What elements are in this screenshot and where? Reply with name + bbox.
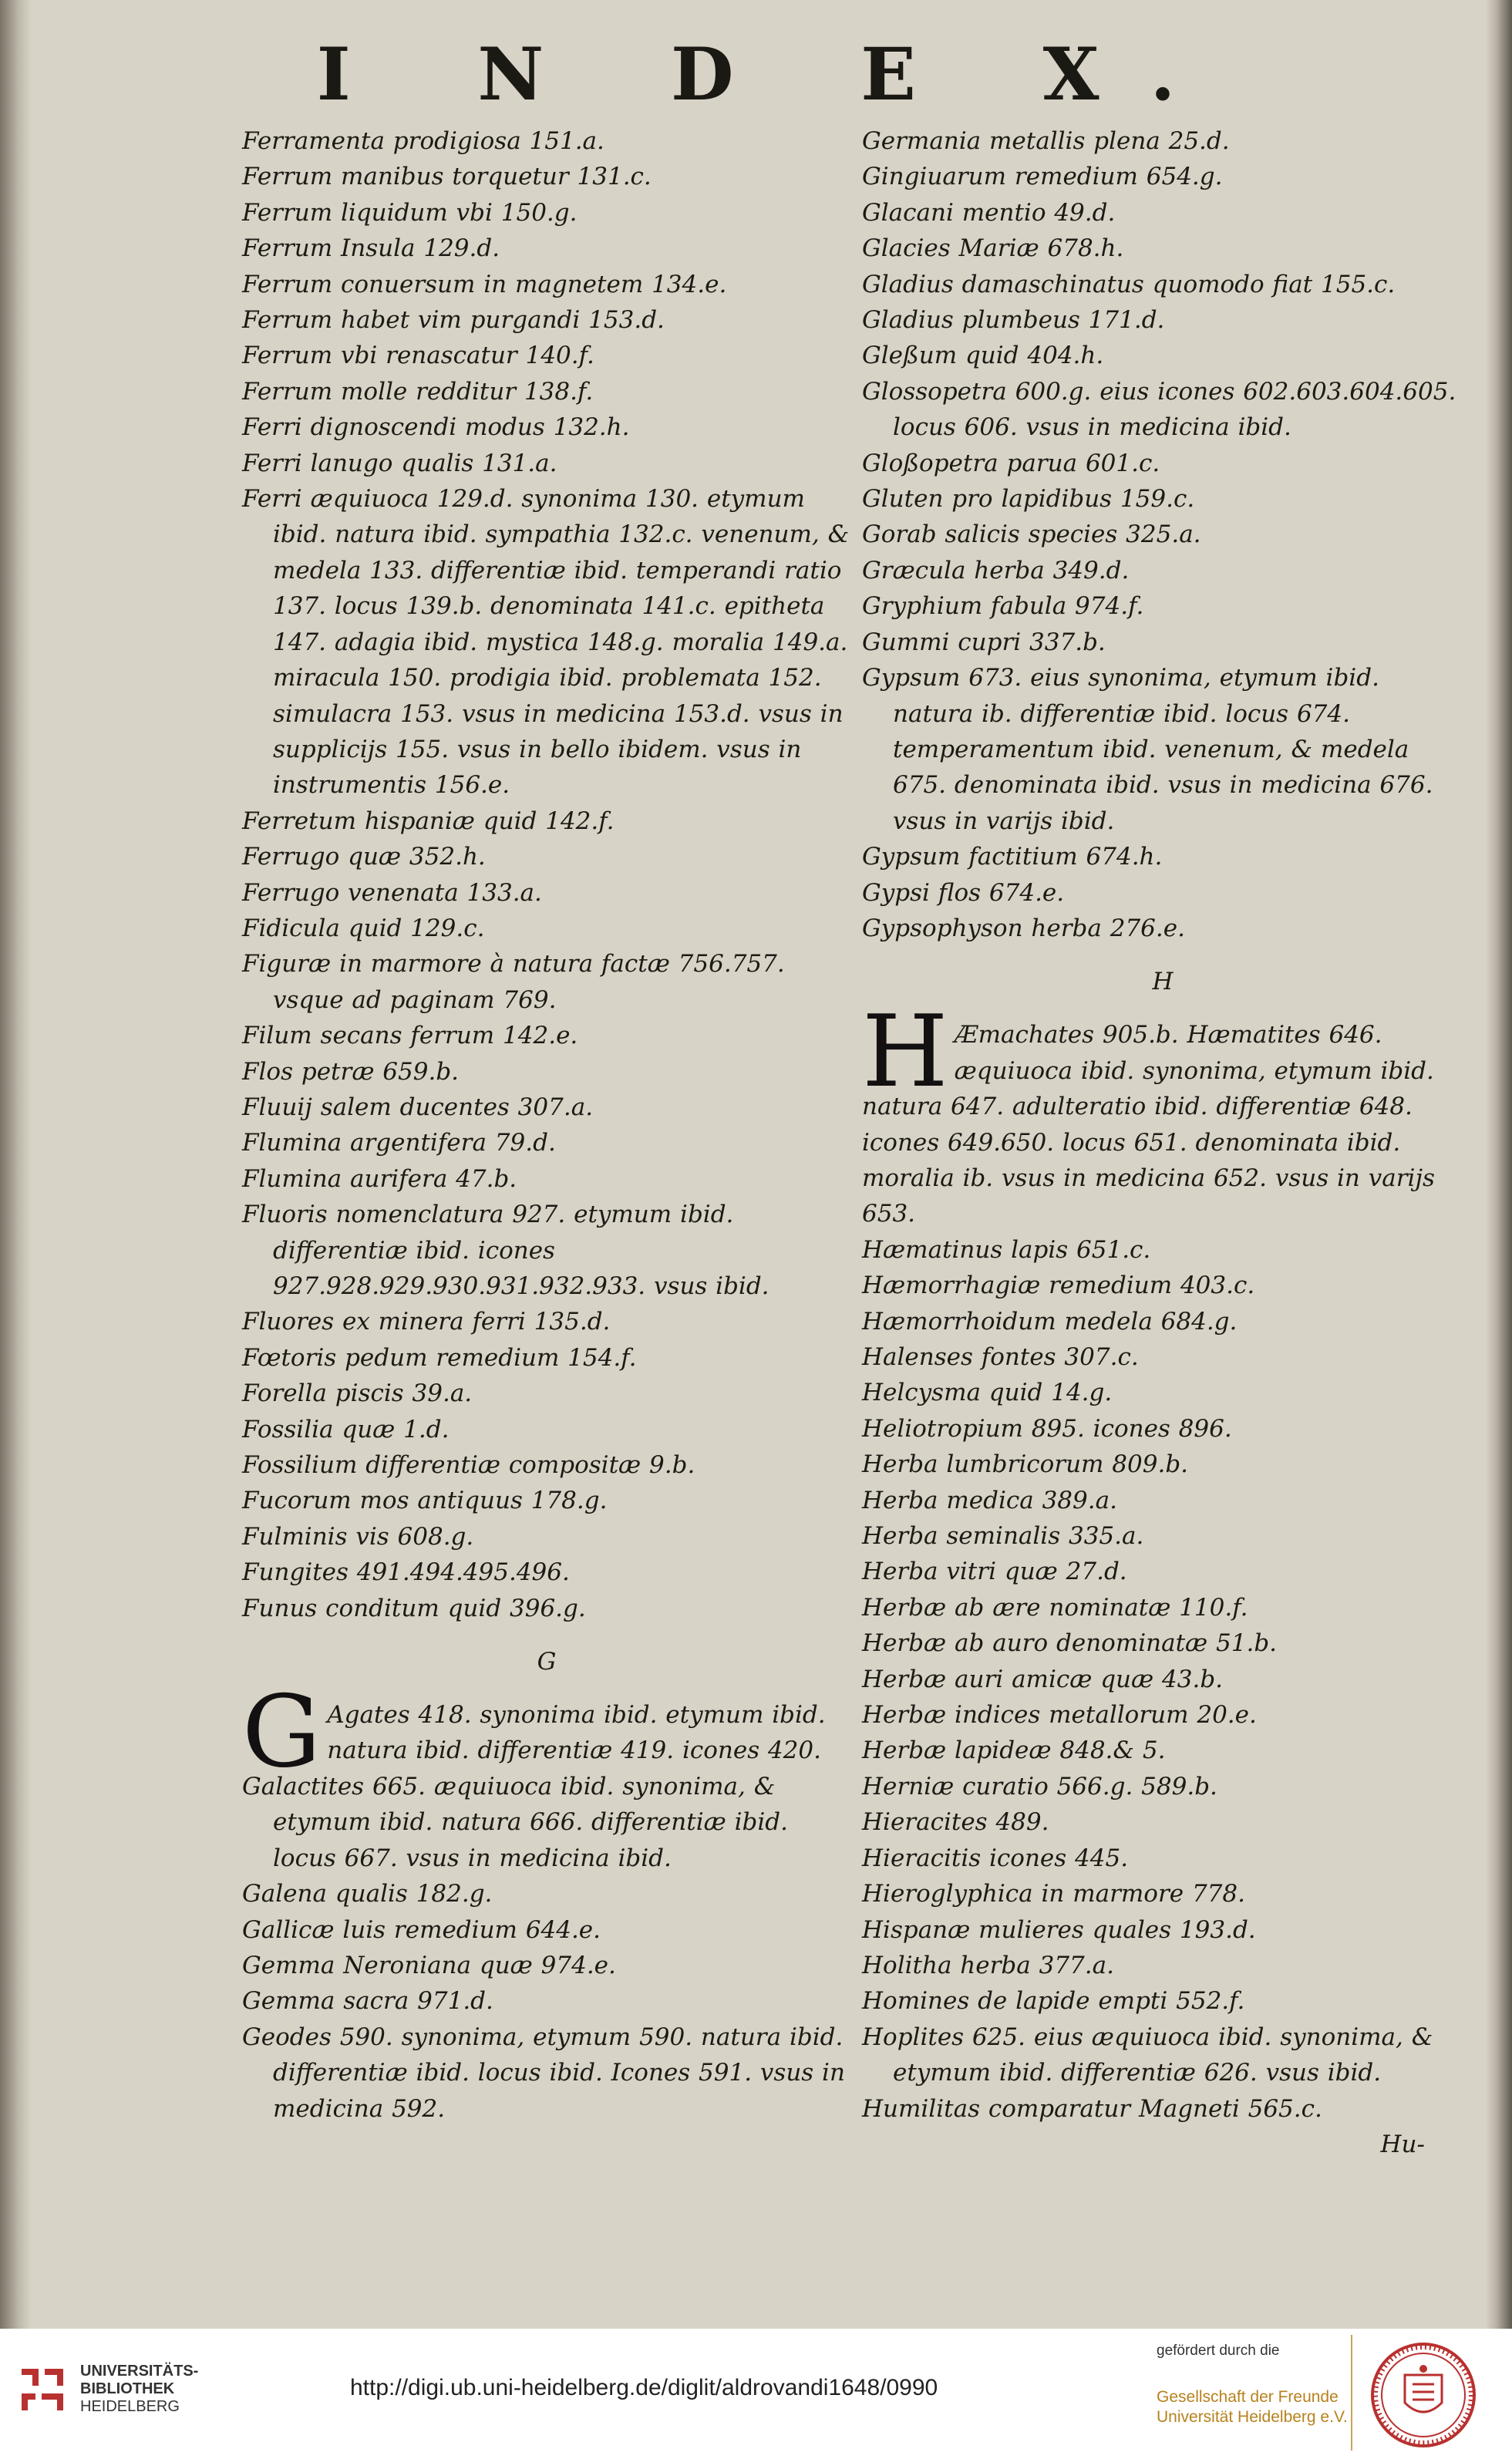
index-entry: Hieracites 489. (862, 1808, 1049, 1837)
university-seal-icon (1369, 2341, 1477, 2449)
index-entry: Herbæ lapideæ 848.& 5. (862, 1736, 1166, 1765)
index-entry: Herba medica 389.a. (862, 1486, 1117, 1514)
index-entry: Ferrum habet vim purgandi 153.d. (242, 306, 665, 335)
index-entry-text: Agates 418. synonima ibid. etymum ibid. natura ibid. differentiæ 419. icones 420. (327, 1701, 826, 1765)
university-line-2: BIBLIOTHEK (80, 2380, 175, 2397)
index-entry: Fossilia quæ 1.d. (242, 1415, 450, 1443)
index-entry: Holitha herba 377.a. (862, 1951, 1114, 1979)
index-entry: Humilitas comparatur Magneti 565.c. (862, 2094, 1322, 2123)
index-entry: Herba seminalis 335.a. (862, 1522, 1144, 1551)
index-entry: Herbæ ab auro denominatæ 51.b. (862, 1629, 1278, 1658)
index-entry: Helcysma quid 14.g. (862, 1379, 1113, 1407)
index-entry: Hoplites 625. eius æquiuoca ibid. synonima, & etymum ibid. differentiæ 626. vsus ibid. (862, 2023, 1433, 2087)
index-entry: Herbæ indices metallorum 20.e. (862, 1701, 1257, 1730)
index-column-right (862, 123, 1463, 2162)
index-entry: Fœtoris pedum remedium 154.f. (242, 1343, 637, 1372)
index-entry: Ferri æquiuoca 129.d. synonima 130. etymum ibid. natura ibid. sympathia 132.c. venenum, & medela 133. differentiæ ibid. temperandi ratio 137. locus 139.b. denominata 141.c. epitheta 147. adagia ibid. mystica 148.g. moralia 149.a. miracula 150. prodigia ibid. problemata 152. simulacra 153. vsus in medicina 153.d. vsus in supplicijs 155. vsus in bello ibidem. vsus in instrumentis 156.e. (242, 485, 850, 800)
index-entry: Glacani mentio 49.d. (862, 198, 1116, 227)
index-entry: Ferramenta prodigiosa 151.a. (242, 127, 604, 155)
index-entry: Gloßopetra parua 601.c. (862, 449, 1160, 477)
index-entry: Gypsum 673. eius synonima, etymum ibid. natura ib. differentiæ ibid. locus 674. temperamentum ibid. venenum, & medela 675. denominata ibid. vsus in medicina 676. vsus in varijs ibid. (862, 664, 1433, 835)
index-entry: Fidicula quid 129.c. (242, 914, 485, 942)
index-entry: Ferrum Insula 129.d. (242, 234, 500, 263)
permalink-url[interactable]: http://digi.ub.uni-heidelberg.de/diglit/aldrovandi1648/0990 (350, 2375, 938, 2400)
index-entry: Gypsophyson herba 276.e. (862, 914, 1185, 942)
society-line-1: Gesellschaft der Freunde (1157, 2388, 1339, 2406)
index-entry: Fucorum mos antiquus 178.g. (242, 1487, 608, 1515)
funded-by-label: gefördert durch die (1157, 2343, 1280, 2359)
index-entry: Ferretum hispaniæ quid 142.f. (242, 807, 615, 835)
index-entry: Ferri lanugo qualis 131.a. (242, 449, 557, 477)
index-entry: Fluores ex minera ferri 135.d. (242, 1308, 611, 1336)
index-entry: Herba lumbricorum 809.b. (862, 1450, 1189, 1479)
index-entry: Gleßum quid 404.h. (862, 342, 1104, 370)
index-entry: Ferrugo quæ 352.h. (242, 843, 486, 871)
index-entry: Ferrum manibus torquetur 131.c. (242, 163, 652, 191)
index-entry: Heliotropium 895. icones 896. (862, 1414, 1232, 1443)
index-entry: Herbæ auri amicæ quæ 43.b. (862, 1665, 1224, 1693)
drop-cap-letter: H (862, 995, 948, 1110)
index-entry: Ferri dignoscendi modus 132.h. (242, 413, 630, 442)
letter-heading: G (537, 1648, 557, 1676)
university-library-logo-icon (15, 2363, 69, 2417)
index-entry: Flos petræ 659.b. (242, 1057, 460, 1086)
index-entry: Gluten pro lapidibus 159.c. (862, 485, 1195, 514)
index-entry: Figuræ in marmore à natura factæ 756.757. vsque ad paginam 769. (242, 950, 785, 1014)
index-entry: Gemma sacra 971.d. (242, 1987, 493, 2016)
index-entry: Flumina aurifera 47.b. (242, 1164, 517, 1193)
index-entry (242, 1675, 851, 1790)
index-entry: Hieroglyphica in marmore 778. (862, 1880, 1246, 1908)
index-entry: Ferrum molle redditur 138.f. (242, 377, 594, 406)
index-entry: Herniæ curatio 566.g. 589.b. (862, 1772, 1217, 1800)
index-entry: Filum secans ferrum 142.e. (242, 1022, 578, 1050)
index-entry: Hæmorrhoidum medela 684.g. (862, 1307, 1238, 1336)
index-entry: Halenses fontes 307.c. (862, 1343, 1139, 1371)
index-entry: Hæmorrhagiæ remedium 403.c. (862, 1272, 1255, 1300)
index-entry: Glossopetra 600.g. eius icones 602.603.604.605. locus 606. vsus in medicina ibid. (862, 377, 1456, 442)
footer-bar (0, 2329, 1512, 2459)
index-entry: Hæmatinus lapis 651.c. (862, 1235, 1151, 1264)
index-entry: Gummi cupri 337.b. (862, 628, 1106, 656)
index-entry: Fluuij salem ducentes 307.a. (242, 1093, 594, 1121)
university-line-3: HEIDELBERG (80, 2398, 180, 2415)
letter-heading: H (1152, 968, 1174, 996)
index-entry (862, 995, 1463, 1231)
index-entry: Homines de lapide empti 552.f. (862, 1987, 1245, 2016)
index-entry: Gladius damaschinatus quomodo fiat 155.c. (862, 270, 1396, 298)
index-column-left (242, 123, 851, 2127)
index-entry: Ferrugo venenata 133.a. (242, 878, 542, 907)
index-entry: Galena qualis 182.g. (242, 1880, 493, 1908)
page-title: I N D E X. (316, 32, 1227, 117)
drop-cap-letter: G (242, 1675, 322, 1790)
index-entry: Glacies Mariæ 678.h. (862, 234, 1124, 263)
index-entry: Gorab salicis species 325.a. (862, 520, 1201, 549)
society-line-2: Universität Heidelberg e.V. (1157, 2408, 1348, 2426)
index-entry: Flumina argentifera 79.d. (242, 1129, 556, 1157)
index-entry: Galactites 665. æquiuoca ibid. synonima, & etymum ibid. natura 666. differentiæ ibid. locus 667. vsus in medicina ibid. (242, 1772, 788, 1872)
catchword: Hu- (1380, 2130, 1425, 2158)
index-entry: Geodes 590. synonima, etymum 590. natura ibid. differentiæ ibid. locus ibid. Icones 591. vsus in medicina 592. (242, 2023, 845, 2123)
index-entry: Gladius plumbeus 171.d. (862, 306, 1165, 335)
index-entry: Fulminis vis 608.g. (242, 1522, 474, 1551)
index-entry: Ferrum conuersum in magnetem 134.e. (242, 270, 727, 298)
university-line-1: UNIVERSITÄTS- (80, 2363, 199, 2380)
index-entry: Gypsum factitium 674.h. (862, 843, 1163, 871)
index-entry: Fungites 491.494.495.496. (242, 1558, 570, 1587)
index-entry: Fluoris nomenclatura 927. etymum ibid. differentiæ ibid. icones 927.928.929.930.931.932.933. vsus ibid. (242, 1201, 769, 1300)
index-entry: Funus conditum quid 396.g. (242, 1594, 586, 1622)
index-entry: Germania metallis plena 25.d. (862, 127, 1230, 155)
index-entry: Forella piscis 39.a. (242, 1379, 473, 1408)
university-library-name (80, 2363, 198, 2416)
index-entry: Ferrum vbi renascatur 140.f. (242, 342, 594, 370)
index-entry: Hispanæ mulieres quales 193.d. (862, 1915, 1256, 1944)
index-entry: Gallicæ luis remedium 644.e. (242, 1915, 601, 1944)
index-entry: Gemma Neroniana quæ 974.e. (242, 1951, 616, 1979)
index-entry: Gypsi flos 674.e. (862, 878, 1065, 907)
index-entry: Fossilium differentiæ compositæ 9.b. (242, 1451, 695, 1480)
index-entry: Gingiuarum remedium 654.g. (862, 163, 1223, 191)
index-entry: Hieracitis icones 445. (862, 1844, 1129, 1872)
index-entry: Ferrum liquidum vbi 150.g. (242, 198, 578, 227)
index-entry: Græcula herba 349.d. (862, 556, 1130, 584)
page-right-edge (1486, 0, 1512, 2329)
page-left-edge (0, 0, 31, 2329)
index-entry: Herba vitri quæ 27.d. (862, 1558, 1127, 1586)
index-entry-text: Æmachates 905.b. Hæmatites 646. æquiuoca ibid. synonima, etymum ibid. natura 647. adulteratio ibid. differentiæ 648. icones 649.650. locus 651. denominata ibid. moralia ib. vsus in medicina 652. vsus in varijs 653. (862, 1021, 1435, 1228)
index-entry: Herbæ ab ære nominatæ 110.f. (862, 1593, 1248, 1622)
society-name (1157, 2387, 1348, 2427)
footer-divider (1351, 2335, 1352, 2451)
index-entry: Gryphium fabula 974.f. (862, 592, 1144, 621)
